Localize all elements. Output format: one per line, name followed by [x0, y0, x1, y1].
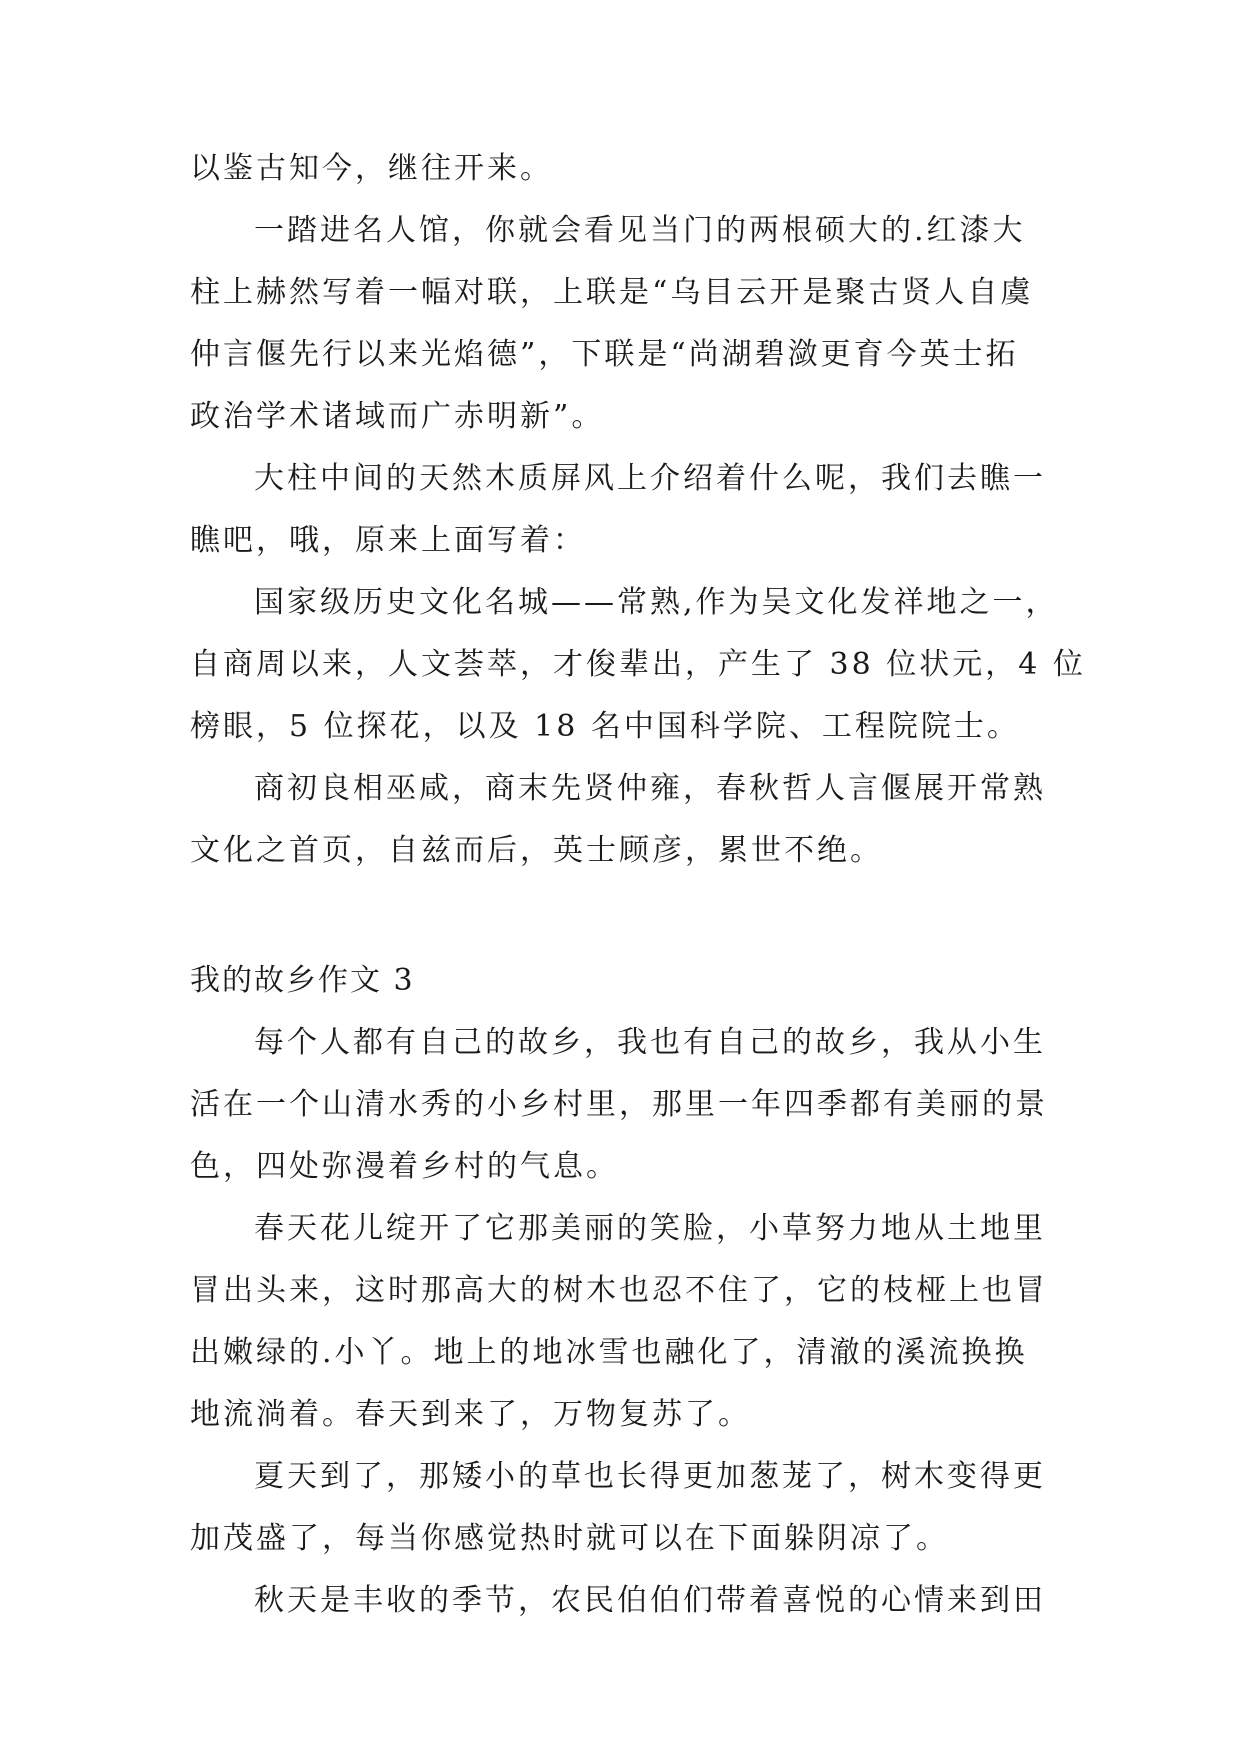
section-spacer — [190, 882, 1050, 950]
text-line: 瞧吧，哦，原来上面写着： — [190, 523, 586, 558]
text-line: 出嫩绿的.小丫。地上的地冰雪也融化了，清澈的溪流换换 — [190, 1335, 1028, 1370]
text-line: 文化之首页，自兹而后，英士顾彦，累世不绝。 — [190, 833, 883, 868]
paragraph-start-line: 每个人都有自己的故乡，我也有自己的故乡，我从小生 — [254, 1025, 1046, 1060]
text-line: 加茂盛了，每当你感觉热时就可以在下面躲阴凉了。 — [190, 1521, 949, 1556]
text-line: 仲言偃先行以来光焰德”，下联是“尚湖碧潋更育今英士拓 — [190, 337, 1019, 372]
paragraph-start-line: 国家级历史文化名城——常熟,作为吴文化发祥地之一， — [254, 585, 1059, 620]
document-body — [190, 138, 1086, 1632]
section-title: 我的故乡作文 3 — [190, 963, 415, 998]
text-line: 色，四处弥漫着乡村的气息。 — [190, 1149, 619, 1184]
paragraph-start-line: 一踏进名人馆，你就会看见当门的两根硕大的.红漆大 — [254, 213, 1026, 248]
text-line: 自商周以来，人文荟萃，才俊辈出，产生了 38 位状元，4 位 — [190, 647, 1086, 682]
paragraph-start-line: 秋天是丰收的季节，农民伯伯们带着喜悦的心情来到田 — [254, 1583, 1046, 1618]
paragraph-start-line: 大柱中间的天然木质屏风上介绍着什么呢，我们去瞧一 — [254, 461, 1046, 496]
text-line: 榜眼，5 位探花，以及 18 名中国科学院、工程院院士。 — [190, 709, 1020, 744]
paragraph-start-line: 商初良相巫咸，商末先贤仲雍，春秋哲人言偃展开常熟 — [254, 771, 1046, 806]
text-line: 政治学术诸域而广赤明新”。 — [190, 399, 605, 434]
paragraph-start-line: 夏天到了，那矮小的草也长得更加葱茏了，树木变得更 — [254, 1459, 1046, 1494]
text-line: 以鉴古知今，继往开来。 — [190, 151, 553, 186]
text-line: 活在一个山清水秀的小乡村里，那里一年四季都有美丽的景 — [190, 1087, 1048, 1122]
paragraph-start-line: 春天花儿绽开了它那美丽的笑脸，小草努力地从土地里 — [254, 1211, 1046, 1246]
text-line: 地流淌着。春天到来了，万物复苏了。 — [190, 1397, 751, 1432]
text-line: 柱上赫然写着一幅对联，上联是“乌目云开是聚古贤人自虞 — [190, 275, 1034, 310]
text-line: 冒出头来，这时那高大的树木也忍不住了，它的枝桠上也冒 — [190, 1273, 1048, 1308]
